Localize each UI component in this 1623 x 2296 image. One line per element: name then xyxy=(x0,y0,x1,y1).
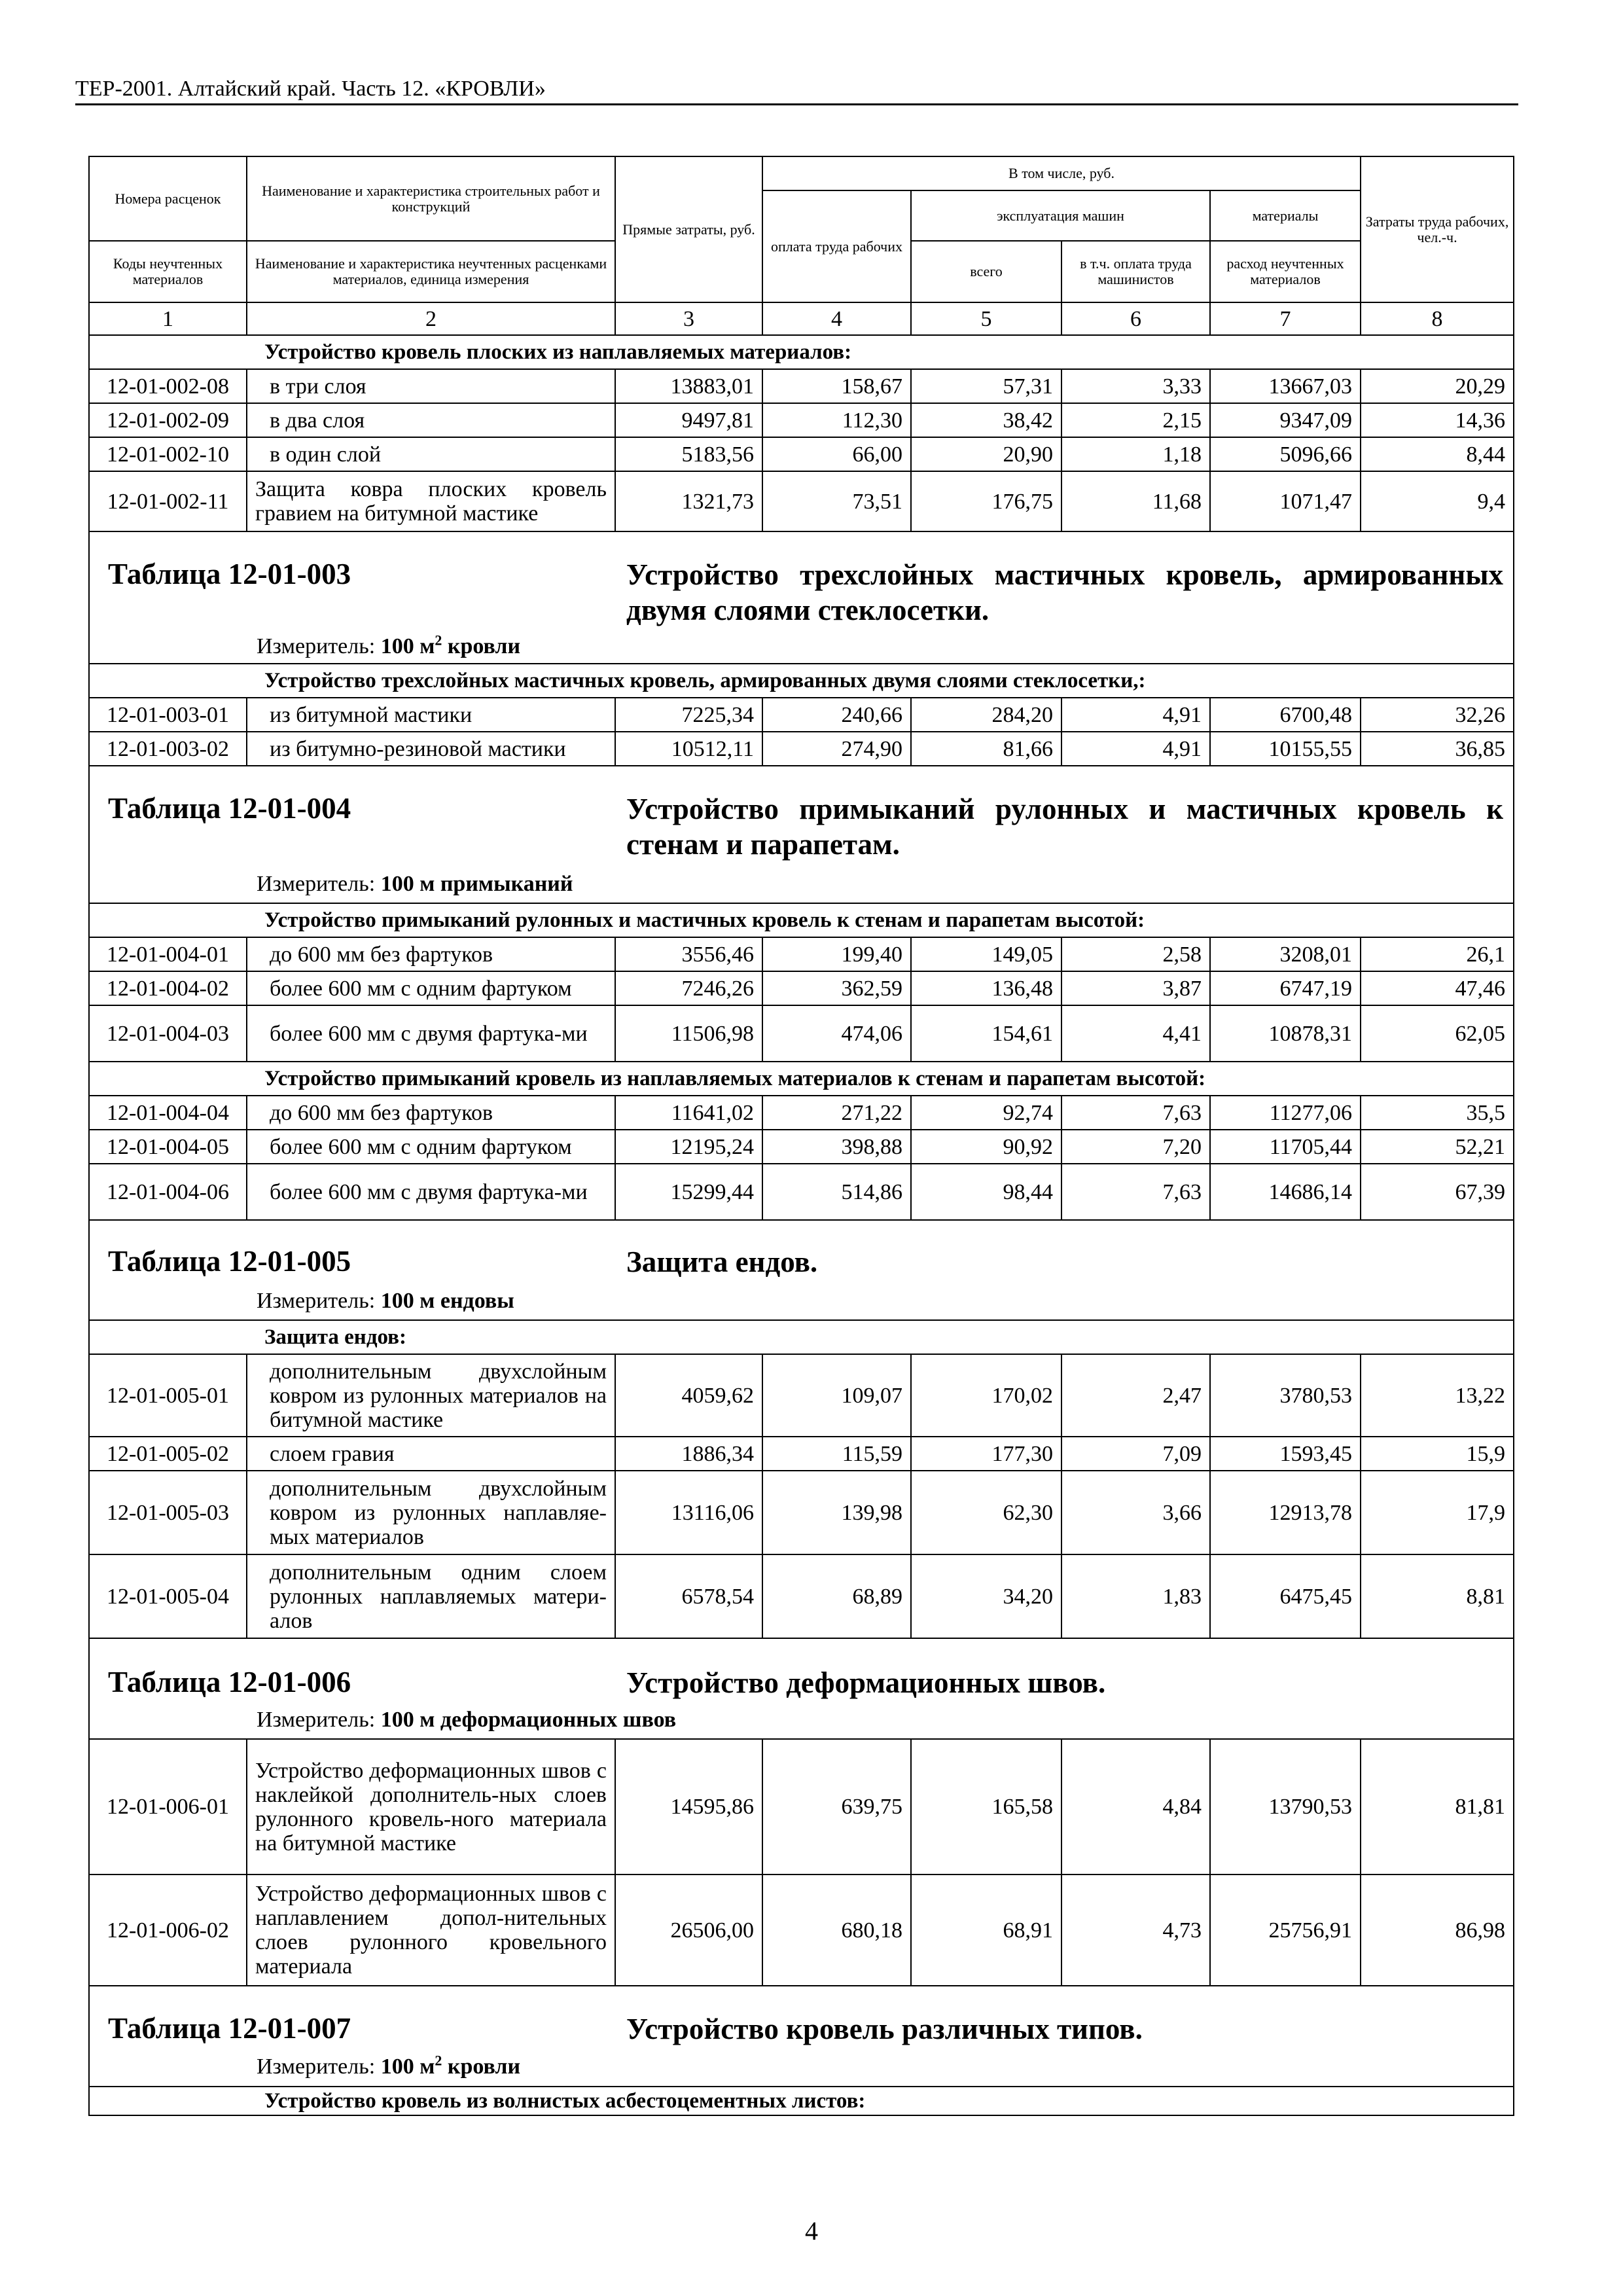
row-code: 12-01-003-02 xyxy=(89,732,247,766)
table-section-006 xyxy=(89,1638,1514,1739)
col-num: 3 xyxy=(615,302,762,335)
row-code: 12-01-004-02 xyxy=(89,971,247,1005)
table-title: Устройство трехслойных мастичных кровель, армированных двумя слоями стеклосетки. xyxy=(626,558,1503,626)
col-num: 7 xyxy=(1210,302,1361,335)
row-machines-labor: 4,73 xyxy=(1061,1874,1210,1986)
row-machines: 177,30 xyxy=(911,1437,1061,1471)
table-row xyxy=(89,1437,1514,1471)
table-section-003 xyxy=(89,531,1514,664)
row-machines-labor: 3,87 xyxy=(1061,971,1210,1005)
measure-label: Измеритель: xyxy=(257,1708,376,1732)
row-direct: 26506,00 xyxy=(615,1874,762,1986)
row-name: Устройство деформационных швов с наклейкой дополнитель-ных слоев рулонного кровель-ного материала на битумной мастике xyxy=(247,1739,615,1874)
row-name: более 600 мм с одним фартуком xyxy=(247,1130,615,1164)
measure-label: Измеритель: xyxy=(257,872,376,896)
row-direct: 13116,06 xyxy=(615,1471,762,1554)
row-direct: 9497,81 xyxy=(615,403,762,437)
row-materials: 14686,14 xyxy=(1210,1164,1361,1220)
table-row xyxy=(89,937,1514,971)
row-machines: 34,20 xyxy=(911,1554,1061,1638)
row-machines-labor: 2,47 xyxy=(1061,1354,1210,1437)
table-row xyxy=(89,437,1514,471)
row-materials: 6747,19 xyxy=(1210,971,1361,1005)
row-labor-cost: 15,9 xyxy=(1361,1437,1514,1471)
table-label: Таблица 12-01-006 xyxy=(108,1666,351,1698)
row-materials: 3780,53 xyxy=(1210,1354,1361,1437)
row-machines-labor: 7,20 xyxy=(1061,1130,1210,1164)
table-row xyxy=(89,471,1514,531)
group-title xyxy=(89,664,1514,698)
group-title xyxy=(89,903,1514,937)
header-incl: В том числе, руб. xyxy=(762,156,1361,190)
row-direct: 7246,26 xyxy=(615,971,762,1005)
row-machines: 62,30 xyxy=(911,1471,1061,1554)
table-measure xyxy=(257,2054,520,2080)
table-row xyxy=(89,1471,1514,1554)
group-row xyxy=(89,903,1514,937)
row-code: 12-01-006-02 xyxy=(89,1874,247,1986)
row-code: 12-01-002-11 xyxy=(89,471,247,531)
row-materials: 5096,66 xyxy=(1210,437,1361,471)
row-materials: 10155,55 xyxy=(1210,732,1361,766)
row-materials: 10878,31 xyxy=(1210,1005,1361,1062)
row-direct: 14595,86 xyxy=(615,1739,762,1874)
measure-sup: 2 xyxy=(435,2052,442,2069)
row-code: 12-01-004-03 xyxy=(89,1005,247,1062)
col-num: 1 xyxy=(89,302,247,335)
row-machines-labor: 7,63 xyxy=(1061,1096,1210,1130)
group-text: Устройство трехслойных мастичных кровель, армированных двумя слоями стеклосетки,: xyxy=(264,668,1146,692)
row-name: в два слоя xyxy=(247,403,615,437)
row-code: 12-01-004-05 xyxy=(89,1130,247,1164)
page-number: 4 xyxy=(805,2216,818,2246)
col-num: 4 xyxy=(762,302,911,335)
row-name: Защита ковра плоских кровель гравием на битумной мастике xyxy=(247,471,615,531)
row-machines: 284,20 xyxy=(911,698,1061,732)
measure-value xyxy=(381,2054,520,2079)
measure-value xyxy=(381,634,520,658)
header-row-1 xyxy=(89,156,1514,190)
row-code: 12-01-005-04 xyxy=(89,1554,247,1638)
table-row xyxy=(89,732,1514,766)
row-materials: 6700,48 xyxy=(1210,698,1361,732)
table-measure xyxy=(257,1707,676,1733)
row-machines-labor: 4,41 xyxy=(1061,1005,1210,1062)
row-name: дополнительным двухслойным ковром из рулонных наплавляе-мых материалов xyxy=(247,1471,615,1554)
row-name: более 600 мм с двумя фартука-ми xyxy=(247,1164,615,1220)
row-name: в один слой xyxy=(247,437,615,471)
col-num: 8 xyxy=(1361,302,1514,335)
group-title xyxy=(89,335,1514,369)
row-labor: 68,89 xyxy=(762,1554,911,1638)
row-code: 12-01-003-01 xyxy=(89,698,247,732)
row-labor: 362,59 xyxy=(762,971,911,1005)
row-labor-cost: 32,26 xyxy=(1361,698,1514,732)
row-materials: 13667,03 xyxy=(1210,369,1361,403)
table-title: Устройство примыканий рулонных и мастичных кровель к стенам и парапетам. xyxy=(626,793,1503,861)
row-labor: 158,67 xyxy=(762,369,911,403)
header-machines-total: всего xyxy=(911,241,1061,302)
row-labor-cost: 67,39 xyxy=(1361,1164,1514,1220)
row-labor: 73,51 xyxy=(762,471,911,531)
group-row xyxy=(89,1062,1514,1096)
table-row xyxy=(89,1874,1514,1986)
row-code: 12-01-004-06 xyxy=(89,1164,247,1220)
row-machines-labor: 7,63 xyxy=(1061,1164,1210,1220)
row-code: 12-01-005-02 xyxy=(89,1437,247,1471)
row-materials: 13790,53 xyxy=(1210,1739,1361,1874)
row-machines: 149,05 xyxy=(911,937,1061,971)
row-name: в три слоя xyxy=(247,369,615,403)
row-machines-labor: 4,91 xyxy=(1061,698,1210,732)
measure-value: 100 м ендовы xyxy=(380,1289,514,1313)
row-labor: 199,40 xyxy=(762,937,911,971)
row-labor: 112,30 xyxy=(762,403,911,437)
table-label: Таблица 12-01-005 xyxy=(108,1245,351,1278)
header-unaccounted-codes: Коды неучтенных материалов xyxy=(89,241,247,302)
row-labor: 271,22 xyxy=(762,1096,911,1130)
row-labor: 680,18 xyxy=(762,1874,911,1986)
row-materials: 1593,45 xyxy=(1210,1437,1361,1471)
table-row xyxy=(89,1554,1514,1638)
table-section-004 xyxy=(89,766,1514,903)
table-row xyxy=(89,971,1514,1005)
row-materials: 25756,91 xyxy=(1210,1874,1361,1986)
row-labor-cost: 20,29 xyxy=(1361,369,1514,403)
group-row xyxy=(89,335,1514,369)
row-machines-labor: 4,84 xyxy=(1061,1739,1210,1874)
header-materials-unaccounted: расход неучтенных материалов xyxy=(1210,241,1361,302)
row-machines-labor: 11,68 xyxy=(1061,471,1210,531)
measure-label: Измеритель: xyxy=(257,634,376,658)
row-machines-labor: 3,33 xyxy=(1061,369,1210,403)
row-code: 12-01-002-10 xyxy=(89,437,247,471)
measure-unit: 100 м xyxy=(380,2054,435,2079)
row-machines-labor: 2,15 xyxy=(1061,403,1210,437)
row-materials: 12913,78 xyxy=(1210,1471,1361,1554)
measure-value: 100 м примыканий xyxy=(380,872,573,896)
row-labor: 139,98 xyxy=(762,1471,911,1554)
measure-label: Измеритель: xyxy=(257,2054,376,2079)
row-materials: 11705,44 xyxy=(1210,1130,1361,1164)
row-labor: 398,88 xyxy=(762,1130,911,1164)
row-labor: 274,90 xyxy=(762,732,911,766)
row-machines: 165,58 xyxy=(911,1739,1061,1874)
table-measure xyxy=(257,634,520,660)
row-materials: 3208,01 xyxy=(1210,937,1361,971)
row-direct: 4059,62 xyxy=(615,1354,762,1437)
measure-unit: 100 м xyxy=(380,634,435,658)
col-num: 6 xyxy=(1061,302,1210,335)
table-row xyxy=(89,1739,1514,1874)
table-title: Защита ендов. xyxy=(626,1246,818,1278)
row-code: 12-01-005-01 xyxy=(89,1354,247,1437)
row-direct: 11641,02 xyxy=(615,1096,762,1130)
price-table xyxy=(88,156,1514,2116)
row-machines: 57,31 xyxy=(911,369,1061,403)
row-labor-cost: 9,4 xyxy=(1361,471,1514,531)
row-machines: 81,66 xyxy=(911,732,1061,766)
row-labor-cost: 14,36 xyxy=(1361,403,1514,437)
table-label: Таблица 12-01-004 xyxy=(108,792,351,825)
row-labor: 240,66 xyxy=(762,698,911,732)
row-name: более 600 мм с двумя фартука-ми xyxy=(247,1005,615,1062)
row-machines-labor: 4,91 xyxy=(1061,732,1210,766)
header-materials: материалы xyxy=(1210,190,1361,241)
row-name: дополнительным одним слоем рулонных наплавляемых матери-алов xyxy=(247,1554,615,1638)
measure-sup: 2 xyxy=(435,632,442,649)
row-materials: 11277,06 xyxy=(1210,1096,1361,1130)
group-title xyxy=(89,1320,1514,1354)
row-labor-cost: 35,5 xyxy=(1361,1096,1514,1130)
header-labor-cost: Затраты труда рабочих, чел.-ч. xyxy=(1361,156,1514,302)
group-title xyxy=(89,2087,1514,2115)
row-materials: 6475,45 xyxy=(1210,1554,1361,1638)
measure-suffix: кровли xyxy=(442,634,521,658)
row-name: из битумной мастики xyxy=(247,698,615,732)
header-direct-costs: Прямые затраты, руб. xyxy=(615,156,762,302)
table-label: Таблица 12-01-003 xyxy=(108,558,351,590)
row-direct: 12195,24 xyxy=(615,1130,762,1164)
row-direct: 6578,54 xyxy=(615,1554,762,1638)
measure-suffix: кровли xyxy=(442,2054,521,2079)
row-name: Устройство деформационных швов с наплавлением допол-нительных слоев рулонного кровельного материала xyxy=(247,1874,615,1986)
table-row xyxy=(89,403,1514,437)
row-code: 12-01-005-03 xyxy=(89,1471,247,1554)
group-row xyxy=(89,664,1514,698)
row-direct: 13883,01 xyxy=(615,369,762,403)
row-name: слоем гравия xyxy=(247,1437,615,1471)
row-direct: 15299,44 xyxy=(615,1164,762,1220)
row-machines: 92,74 xyxy=(911,1096,1061,1130)
group-title xyxy=(89,1062,1514,1096)
table-measure xyxy=(257,1288,514,1314)
running-header-text: ТЕР-2001. Алтайский край. Часть 12. «КРОВЛИ» xyxy=(75,77,546,101)
measure-value: 100 м деформационных швов xyxy=(380,1708,677,1732)
row-labor-cost: 36,85 xyxy=(1361,732,1514,766)
row-code: 12-01-006-01 xyxy=(89,1739,247,1874)
row-machines: 90,92 xyxy=(911,1130,1061,1164)
col-num: 2 xyxy=(247,302,615,335)
row-labor-cost: 86,98 xyxy=(1361,1874,1514,1986)
header-name: Наименование и характеристика строительных работ и конструкций xyxy=(247,156,615,241)
table-row xyxy=(89,1354,1514,1437)
row-name: до 600 мм без фартуков xyxy=(247,1096,615,1130)
row-labor-cost: 26,1 xyxy=(1361,937,1514,971)
row-machines: 170,02 xyxy=(911,1354,1061,1437)
table-row xyxy=(89,1096,1514,1130)
row-direct: 7225,34 xyxy=(615,698,762,732)
running-header xyxy=(75,73,1518,105)
row-direct: 1321,73 xyxy=(615,471,762,531)
row-machines: 176,75 xyxy=(911,471,1061,531)
table-label: Таблица 12-01-007 xyxy=(108,2012,351,2045)
group-row xyxy=(89,2087,1514,2115)
row-labor-cost: 52,21 xyxy=(1361,1130,1514,1164)
table-row xyxy=(89,1005,1514,1062)
row-labor-cost: 8,81 xyxy=(1361,1554,1514,1638)
table-row xyxy=(89,369,1514,403)
table-title: Устройство деформационных швов. xyxy=(626,1666,1106,1699)
row-machines: 68,91 xyxy=(911,1874,1061,1986)
row-code: 12-01-002-09 xyxy=(89,403,247,437)
table-row xyxy=(89,1164,1514,1220)
row-labor-cost: 47,46 xyxy=(1361,971,1514,1005)
row-labor: 474,06 xyxy=(762,1005,911,1062)
row-labor-cost: 81,81 xyxy=(1361,1739,1514,1874)
column-number-row xyxy=(89,302,1514,335)
group-text: Устройство примыканий рулонных и мастичных кровель к стенам и парапетам высотой: xyxy=(264,908,1145,932)
table-row xyxy=(89,1130,1514,1164)
row-labor-cost: 62,05 xyxy=(1361,1005,1514,1062)
row-name: дополнительным двухслойным ковром из рулонных материалов на битумной мастике xyxy=(247,1354,615,1437)
row-labor-cost: 13,22 xyxy=(1361,1354,1514,1437)
row-labor-cost: 8,44 xyxy=(1361,437,1514,471)
row-name: из битумно-резиновой мастики xyxy=(247,732,615,766)
row-code: 12-01-004-01 xyxy=(89,937,247,971)
row-labor: 109,07 xyxy=(762,1354,911,1437)
row-machines-labor: 1,83 xyxy=(1061,1554,1210,1638)
row-machines-labor: 2,58 xyxy=(1061,937,1210,971)
row-direct: 5183,56 xyxy=(615,437,762,471)
row-labor: 115,59 xyxy=(762,1437,911,1471)
row-machines-labor: 3,66 xyxy=(1061,1471,1210,1554)
header-machines-labor: в т.ч. оплата труда машинистов xyxy=(1061,241,1210,302)
table-measure xyxy=(257,871,573,897)
row-materials: 9347,09 xyxy=(1210,403,1361,437)
row-labor: 66,00 xyxy=(762,437,911,471)
row-machines-labor: 1,18 xyxy=(1061,437,1210,471)
row-machines: 154,61 xyxy=(911,1005,1061,1062)
row-labor-cost: 17,9 xyxy=(1361,1471,1514,1554)
row-machines-labor: 7,09 xyxy=(1061,1437,1210,1471)
row-direct: 1886,34 xyxy=(615,1437,762,1471)
row-code: 12-01-004-04 xyxy=(89,1096,247,1130)
measure-label: Измеритель: xyxy=(257,1289,376,1313)
table-row xyxy=(89,698,1514,732)
row-code: 12-01-002-08 xyxy=(89,369,247,403)
table-title: Устройство кровель различных типов. xyxy=(626,2013,1143,2045)
row-direct: 10512,11 xyxy=(615,732,762,766)
row-machines: 20,90 xyxy=(911,437,1061,471)
table-section-005 xyxy=(89,1220,1514,1320)
row-labor: 639,75 xyxy=(762,1739,911,1874)
row-machines: 98,44 xyxy=(911,1164,1061,1220)
header-labor: оплата труда рабочих xyxy=(762,190,911,302)
row-direct: 3556,46 xyxy=(615,937,762,971)
header-codes: Номера расценок xyxy=(89,156,247,241)
col-num: 5 xyxy=(911,302,1061,335)
row-labor: 514,86 xyxy=(762,1164,911,1220)
row-machines: 38,42 xyxy=(911,403,1061,437)
row-name: более 600 мм с одним фартуком xyxy=(247,971,615,1005)
group-text: Устройство кровель плоских из наплавляемых материалов: xyxy=(264,340,852,364)
group-text: Устройство кровель из волнистых асбестоцементных листов: xyxy=(264,2089,866,2113)
header-machines: эксплуатация машин xyxy=(911,190,1210,241)
group-row xyxy=(89,1320,1514,1354)
row-machines: 136,48 xyxy=(911,971,1061,1005)
row-name: до 600 мм без фартуков xyxy=(247,937,615,971)
row-direct: 11506,98 xyxy=(615,1005,762,1062)
group-text: Защита ендов: xyxy=(264,1325,406,1349)
group-text: Устройство примыканий кровель из наплавляемых материалов к стенам и парапетам высотой: xyxy=(264,1066,1206,1090)
row-materials: 1071,47 xyxy=(1210,471,1361,531)
table-section-007 xyxy=(89,1986,1514,2087)
header-unaccounted-name: Наименование и характеристика неучтенных расценками материалов, единица измерения xyxy=(247,241,615,302)
